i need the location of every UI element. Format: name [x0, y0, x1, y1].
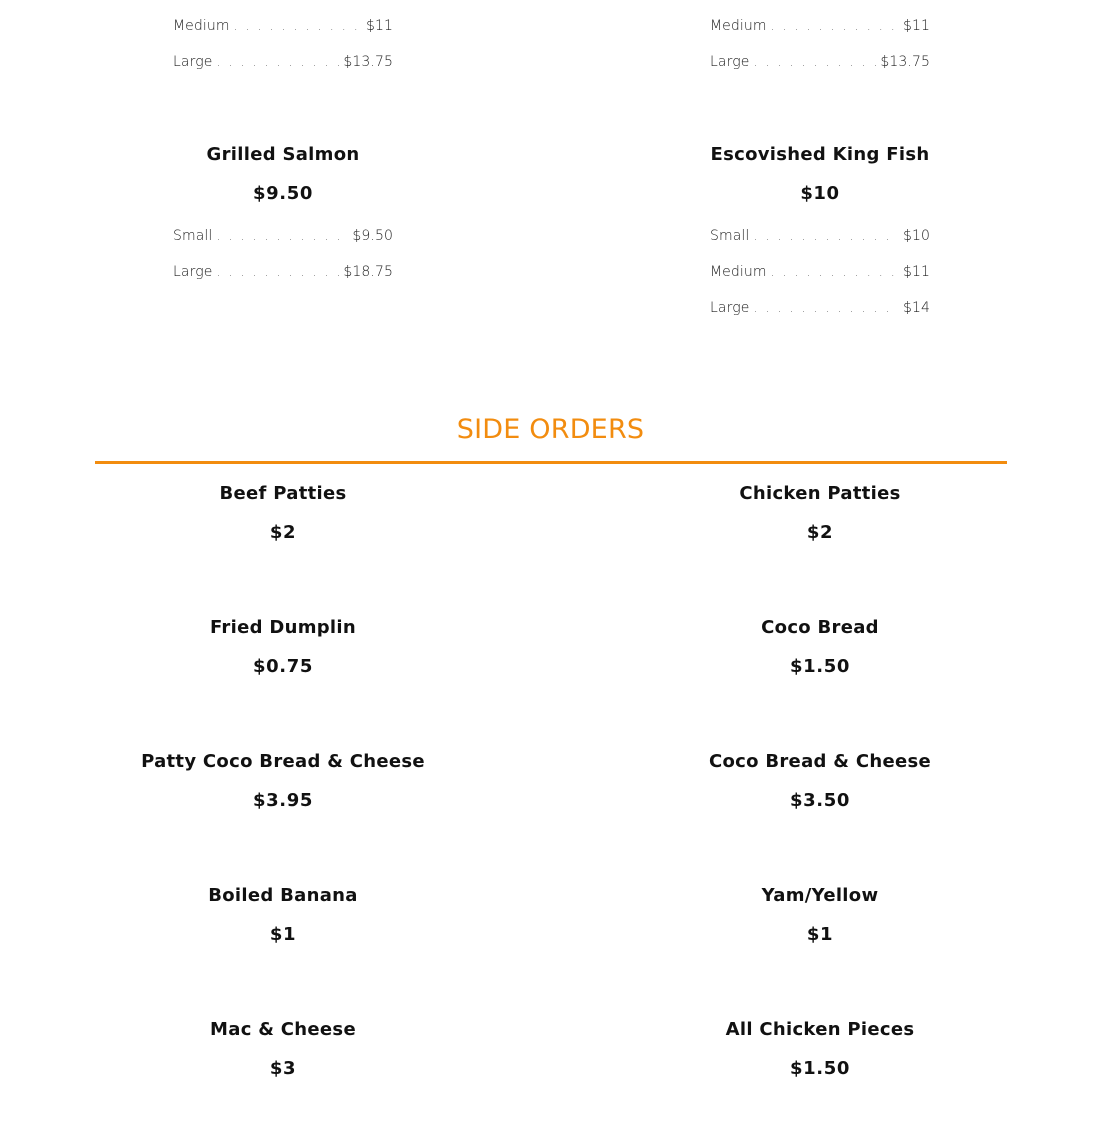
side-item-name: Mac & Cheese	[210, 1019, 356, 1040]
size-row	[710, 228, 930, 246]
side-item-price: $1	[269, 924, 297, 945]
size-price: $11	[365, 18, 393, 34]
size-label: Large	[710, 54, 750, 70]
dot-leader	[753, 55, 876, 69]
side-item-price: $2	[806, 522, 834, 543]
section-divider	[95, 461, 1007, 464]
dot-leader	[753, 301, 899, 315]
size-price: $10	[902, 228, 930, 244]
menu-item-price: $10	[800, 183, 840, 204]
menu-item-name: Escovished King Fish	[710, 144, 930, 165]
size-row	[710, 264, 930, 282]
size-price: $11	[902, 18, 930, 34]
size-label: Small	[173, 228, 213, 244]
size-label: Medium	[710, 18, 767, 34]
side-item-price: $3.95	[253, 790, 313, 811]
size-price: $18.75	[343, 264, 393, 280]
size-label: Large	[710, 300, 750, 316]
dot-leader	[753, 229, 899, 243]
size-row	[710, 300, 930, 318]
side-item-name: Fried Dumplin	[209, 617, 356, 638]
size-price: $13.75	[880, 54, 930, 70]
side-item-price: $0.75	[253, 656, 313, 677]
side-item-price: $3.50	[790, 790, 850, 811]
side-item-name: Beef Patties	[219, 483, 347, 504]
size-label: Medium	[710, 264, 767, 280]
dot-leader	[771, 265, 899, 279]
side-item-price: $1.50	[790, 656, 850, 677]
size-label: Small	[710, 228, 750, 244]
size-row	[173, 18, 393, 36]
menu-item-price: $9.50	[253, 183, 313, 204]
size-label: Large	[173, 264, 213, 280]
size-row	[173, 228, 393, 246]
side-item-price: $1.50	[790, 1058, 850, 1079]
side-item-name: Chicken Patties	[739, 483, 901, 504]
size-label: Medium	[173, 18, 230, 34]
menu-item-name: Grilled Salmon	[206, 144, 360, 165]
side-item-name: Yam/Yellow	[761, 885, 879, 906]
dot-leader	[771, 19, 899, 33]
side-item-name: Patty Coco Bread & Cheese	[141, 751, 425, 772]
side-item-name: Coco Bread	[761, 617, 879, 638]
size-price: $14	[902, 300, 930, 316]
side-item-name: Coco Bread & Cheese	[708, 751, 931, 772]
size-row	[173, 54, 393, 72]
side-item-price: $3	[269, 1058, 297, 1079]
side-item-price: $2	[269, 522, 297, 543]
dot-leader	[234, 19, 362, 33]
section-title: SIDE ORDERS	[456, 414, 645, 445]
side-item-name: Boiled Banana	[208, 885, 358, 906]
dot-leader	[216, 55, 339, 69]
side-item-price: $1	[806, 924, 834, 945]
size-row	[710, 18, 930, 36]
size-price: $9.50	[352, 228, 393, 244]
size-row	[710, 54, 930, 72]
size-price: $13.75	[343, 54, 393, 70]
side-item-name: All Chicken Pieces	[725, 1019, 915, 1040]
dot-leader	[216, 265, 339, 279]
dot-leader	[216, 229, 348, 243]
size-price: $11	[902, 264, 930, 280]
size-row	[173, 264, 393, 282]
size-label: Large	[173, 54, 213, 70]
